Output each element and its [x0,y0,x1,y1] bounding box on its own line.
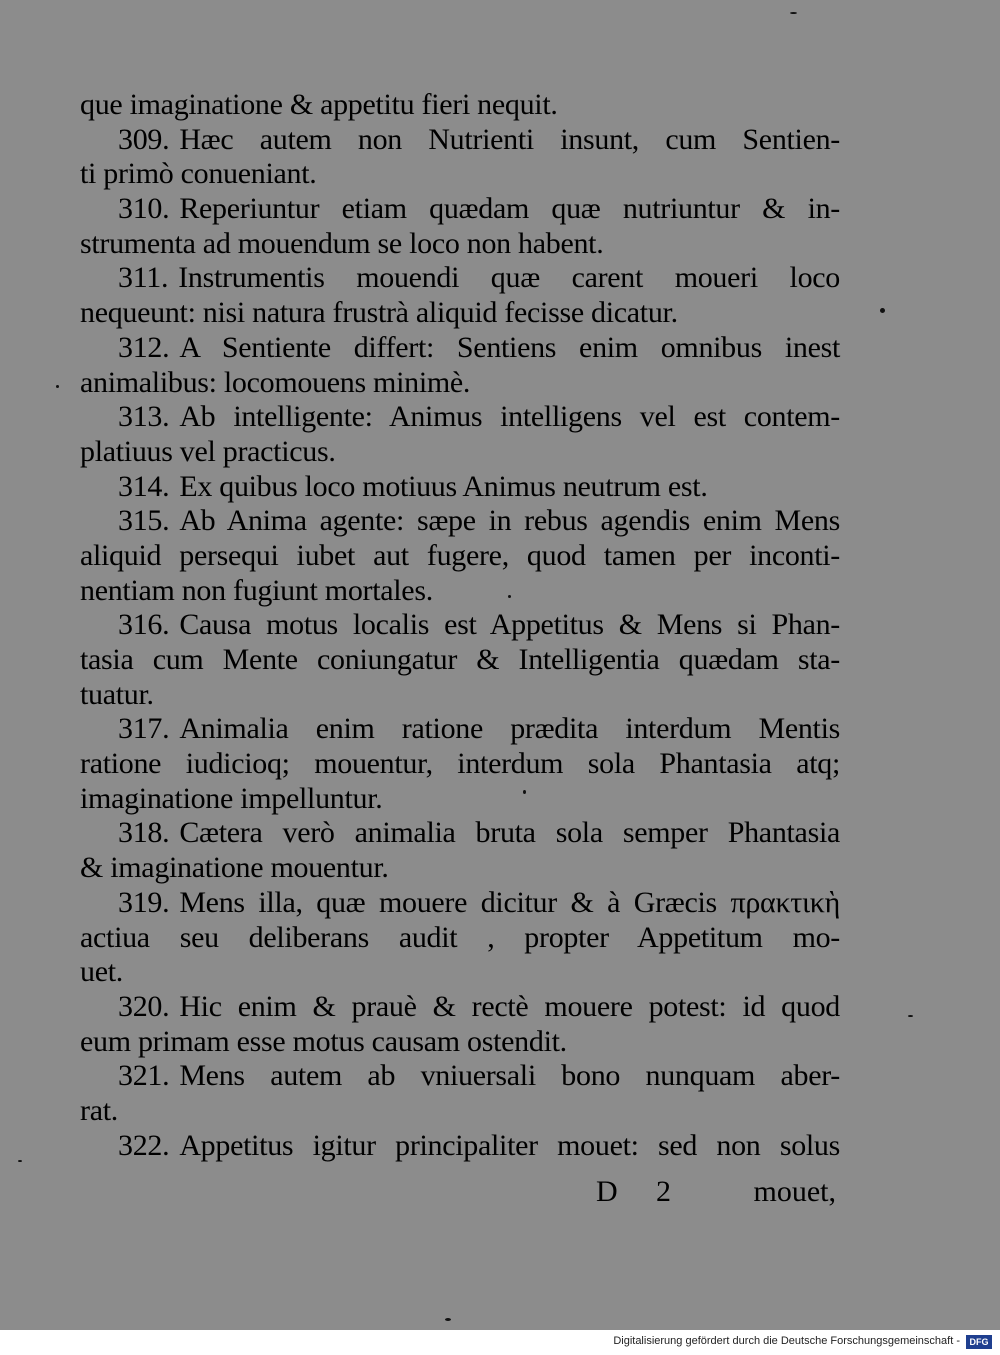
line-text: uet. [80,955,123,989]
paragraph-number: 322. [118,1128,170,1162]
line-text: eum primam esse motus causam ostendit. [80,1024,567,1058]
page-text [80,88,840,1163]
text-line [80,400,840,435]
line-text: ratione iudicioq; mouentur, interdum sola Phantasia atq; [80,747,840,781]
paragraph-number: 311. [118,261,169,295]
line-text: tuatur. [80,677,154,711]
text-line [80,296,840,331]
line-text: Cætera verò animalia bruta sola semper Phantasia [179,816,840,850]
line-text: rat. [80,1093,118,1127]
paragraph-number: 315. [118,504,170,538]
text-line [80,1129,840,1164]
text-line [80,816,840,851]
text-line [80,712,840,747]
line-text: Mens autem ab vniuersali bono nunquam aber- [179,1059,840,1093]
page-catchline [80,1175,840,1211]
paragraph-number: 319. [118,885,170,919]
text-line [80,851,840,886]
line-text: Appetitus igitur principaliter mouet: sed non solus [179,1128,840,1162]
line-text: ti primò conueniant. [80,157,317,191]
line-text: Mens illa, quæ mouere dicitur & à Græcis πρακτικὴ [179,885,840,919]
text-line [80,123,840,158]
line-text: animalibus: locomouens minimè. [80,365,471,399]
line-text: Causa motus localis est Appetitus & Mens si Phan- [179,608,840,642]
line-text: nequeunt: nisi natura frustrà aliquid fecisse dicatur. [80,296,678,330]
paragraph-number: 312. [118,330,170,364]
line-text: platiuus vel practicus. [80,434,336,468]
scan-speck [523,790,526,794]
line-text: strumenta ad mouendum se loco non habent. [80,226,604,260]
text-line [80,643,840,678]
paragraph-number: 321. [118,1059,170,1093]
scan-speck [445,1318,451,1321]
line-text: tasia cum Mente coniungatur & Intelligentia quædam sta- [80,643,840,676]
line-text: Hic enim & prauè & rectè mouere potest: id quod [179,989,840,1023]
dfg-logo-icon: DFG [966,1335,992,1349]
text-line [80,955,840,990]
text-line [80,782,840,817]
paragraph-number: 320. [118,989,170,1023]
paragraph-number: 309. [118,122,170,156]
paragraph-number: 313. [118,400,170,434]
text-line [80,990,840,1025]
signature-number: 2 [656,1175,671,1208]
text-line [80,574,840,609]
line-text: aliquid persequi iubet aut fugere, quod tamen per inconti- [80,538,840,572]
scan-speck [790,12,797,14]
line-text: A Sentiente differt: Sentiens enim omnibus inest [179,330,840,364]
scan-speck [880,308,885,313]
line-text: imaginatione impelluntur. [80,781,383,815]
text-line [80,88,840,123]
line-text: Ab intelligente: Animus intelligens vel est contem- [179,400,840,434]
text-line [80,886,840,921]
text-line [80,539,840,574]
paragraph-number: 317. [118,712,170,746]
line-text: Hæc autem non Nutrienti insunt, cum Sentien- [179,122,840,156]
text-line [80,921,840,956]
text-line [80,608,840,643]
line-text: Ab Anima agente: sæpe in rebus agendis enim Mens [179,504,840,538]
scan-speck [508,595,511,598]
footer-credit: Digitalisierung gefördert durch die Deutsche Forschungsgemeinschaft - [613,1335,960,1347]
catchword: mouet, [753,1175,836,1208]
paragraph-number: 318. [118,816,170,850]
text-line [80,1094,840,1129]
paragraph-number: 310. [118,192,170,226]
digitization-footer [0,1330,1000,1355]
text-line [80,470,840,505]
text-line [80,261,840,296]
scan-speck [908,1015,913,1017]
text-line [80,192,840,227]
paragraph-number: 314. [118,469,170,503]
line-text: Instrumentis mouendi quæ carent moueri loco [178,261,840,295]
line-text: actiua seu deliberans audit , propter Appetitum mo- [80,920,840,954]
text-line [80,747,840,782]
text-line [80,331,840,366]
text-line [80,1059,840,1094]
line-text: nentiam non fugiunt mortales. [80,573,433,607]
scan-speck [18,1160,22,1162]
text-line [80,435,840,470]
text-line [80,504,840,539]
text-line [80,1025,840,1060]
line-text: Reperiuntur etiam quædam quæ nutriuntur & in- [179,192,840,226]
line-text: & imaginatione mouentur. [80,851,389,885]
signature-mark: D [596,1175,620,1208]
line-text: que imaginatione & appetitu fieri nequit. [80,88,558,121]
text-line [80,678,840,713]
line-text: Ex quibus loco motiuus Animus neutrum est. [179,469,708,503]
paragraph-number: 316. [118,608,170,642]
scan-speck [56,385,59,388]
line-text: Animalia enim ratione prædita interdum Mentis [179,712,840,746]
text-line [80,366,840,401]
text-line [80,157,840,192]
text-line [80,227,840,262]
